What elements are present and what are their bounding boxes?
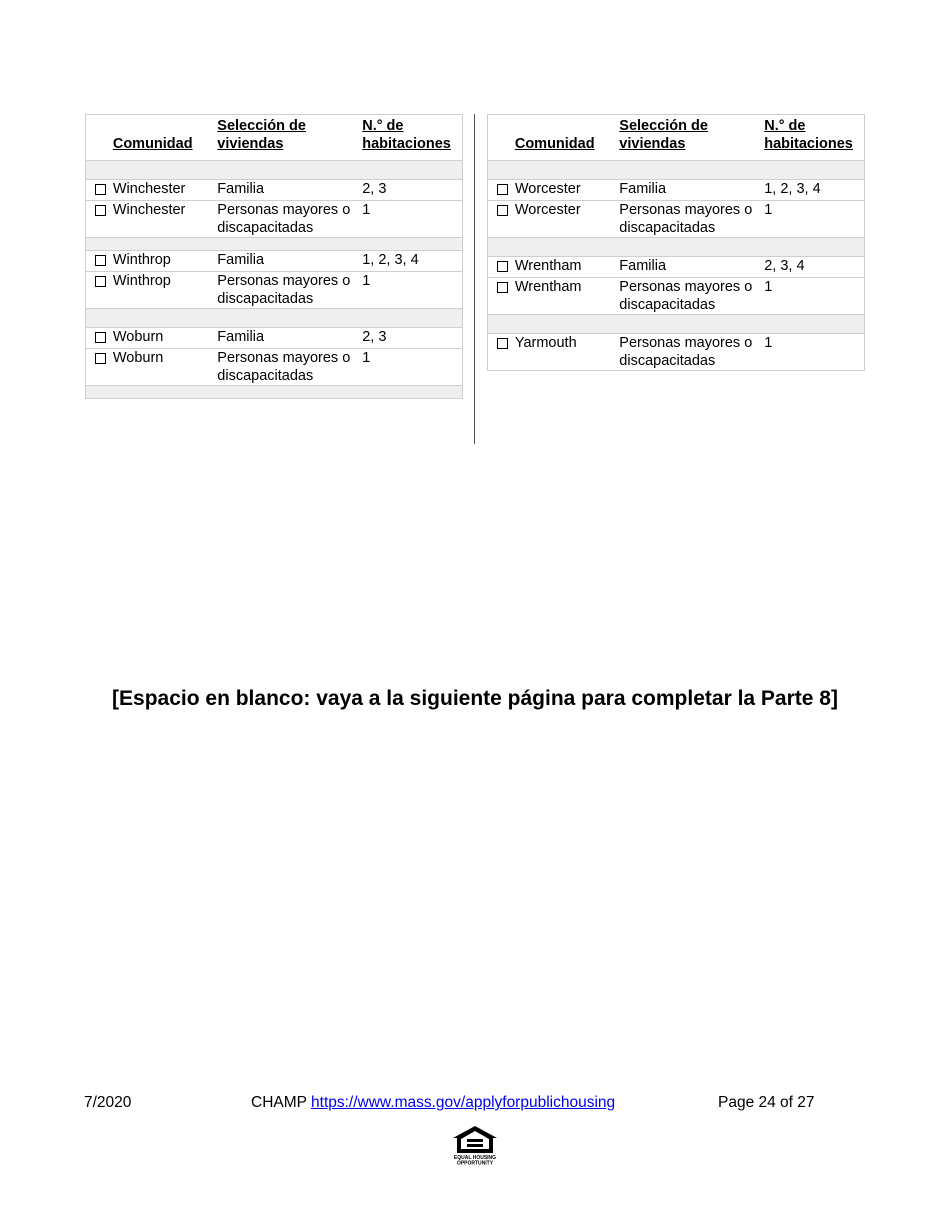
selection-cell: Personas mayores o discapacitadas <box>619 278 764 315</box>
selection-cell: Familia <box>217 328 362 349</box>
selection-cell: Familia <box>217 251 362 272</box>
selection-cell: Familia <box>217 180 362 201</box>
bedrooms-cell: 1, 2, 3, 4 <box>764 180 864 201</box>
housing-table-right <box>487 114 865 371</box>
footer-page-number: Page 24 of 27 <box>718 1094 815 1111</box>
column-divider <box>474 114 475 444</box>
community-cell: Winchester <box>113 201 217 238</box>
logo-text-line-2: OPPORTUNITY <box>456 1160 494 1165</box>
community-cell: Worcester <box>515 201 619 238</box>
checkbox-winchester-mayores[interactable] <box>95 205 106 216</box>
community-cell: Winthrop <box>113 272 217 309</box>
table-row <box>488 180 865 201</box>
table-spacer-row <box>86 161 463 180</box>
housing-table-left <box>85 114 463 399</box>
bedrooms-cell: 1 <box>362 201 462 238</box>
table-spacer-row <box>488 238 865 257</box>
bedrooms-cell: 1 <box>764 278 864 315</box>
table-row <box>488 278 865 315</box>
selection-cell: Familia <box>619 257 764 278</box>
bedrooms-cell: 1 <box>764 201 864 238</box>
logo-text-line-1: EQUAL HOUSING <box>453 1155 497 1161</box>
checkbox-worcester-mayores[interactable] <box>497 205 508 216</box>
table-spacer-row <box>86 309 463 328</box>
footer-date: 7/2020 <box>84 1094 132 1111</box>
header-comunidad: Comunidad <box>514 136 595 152</box>
checkbox-yarmouth-mayores[interactable] <box>497 338 508 349</box>
selection-cell: Personas mayores o discapacitadas <box>619 334 764 371</box>
header-checkbox-col <box>86 115 113 161</box>
selection-cell: Personas mayores o discapacitadas <box>619 201 764 238</box>
selection-cell: Familia <box>619 180 764 201</box>
selection-cell: Personas mayores o discapacitadas <box>217 201 362 238</box>
checkbox-worcester-familia[interactable] <box>497 184 508 195</box>
table-row <box>86 328 463 349</box>
equal-housing-opportunity-logo-icon <box>451 1125 499 1165</box>
header-habitaciones: N.° de habitaciones <box>764 118 853 152</box>
table-row <box>488 334 865 371</box>
checkbox-winchester-familia[interactable] <box>95 184 106 195</box>
selection-cell: Personas mayores o discapacitadas <box>217 272 362 309</box>
header-seleccion: Selección de viviendas <box>217 118 306 152</box>
header-checkbox-col <box>488 115 515 161</box>
bedrooms-cell: 2, 3, 4 <box>764 257 864 278</box>
champ-label: CHAMP <box>251 1094 307 1111</box>
checkbox-winthrop-mayores[interactable] <box>95 276 106 287</box>
table-spacer-row <box>488 315 865 334</box>
checkbox-woburn-familia[interactable] <box>95 332 106 343</box>
table-row <box>86 272 463 309</box>
housing-link[interactable]: https://www.mass.gov/applyforpublichousing <box>311 1094 616 1111</box>
bedrooms-cell: 2, 3 <box>362 180 462 201</box>
community-cell: Winchester <box>113 180 217 201</box>
table-row <box>488 201 865 238</box>
community-cell: Woburn <box>113 328 217 349</box>
blank-space-note: [Espacio en blanco: vaya a la siguiente página para completar la Parte 8] <box>112 687 838 710</box>
table-spacer-row <box>86 238 463 251</box>
bedrooms-cell: 1 <box>362 272 462 309</box>
table-spacer-row <box>86 386 463 399</box>
header-seleccion: Selección de viviendas <box>619 118 708 152</box>
community-cell: Wrentham <box>515 278 619 315</box>
table-header-row <box>488 115 865 161</box>
table-row <box>488 257 865 278</box>
table-row <box>86 349 463 386</box>
selection-cell: Personas mayores o discapacitadas <box>217 349 362 386</box>
table-spacer-row <box>488 161 865 180</box>
checkbox-wrentham-familia[interactable] <box>497 261 508 272</box>
header-comunidad: Comunidad <box>112 136 193 152</box>
checkbox-winthrop-familia[interactable] <box>95 255 106 266</box>
community-cell: Worcester <box>515 180 619 201</box>
bedrooms-cell: 1 <box>362 349 462 386</box>
table-row <box>86 251 463 272</box>
community-cell: Yarmouth <box>515 334 619 371</box>
bedrooms-cell: 1, 2, 3, 4 <box>362 251 462 272</box>
community-cell: Woburn <box>113 349 217 386</box>
checkbox-woburn-mayores[interactable] <box>95 353 106 364</box>
footer-champ <box>251 1094 615 1112</box>
community-cell: Winthrop <box>113 251 217 272</box>
checkbox-wrentham-mayores[interactable] <box>497 282 508 293</box>
table-row <box>86 180 463 201</box>
table-row <box>86 201 463 238</box>
bedrooms-cell: 2, 3 <box>362 328 462 349</box>
community-cell: Wrentham <box>515 257 619 278</box>
bedrooms-cell: 1 <box>764 334 864 371</box>
table-header-row <box>86 115 463 161</box>
header-habitaciones: N.° de habitaciones <box>362 118 451 152</box>
